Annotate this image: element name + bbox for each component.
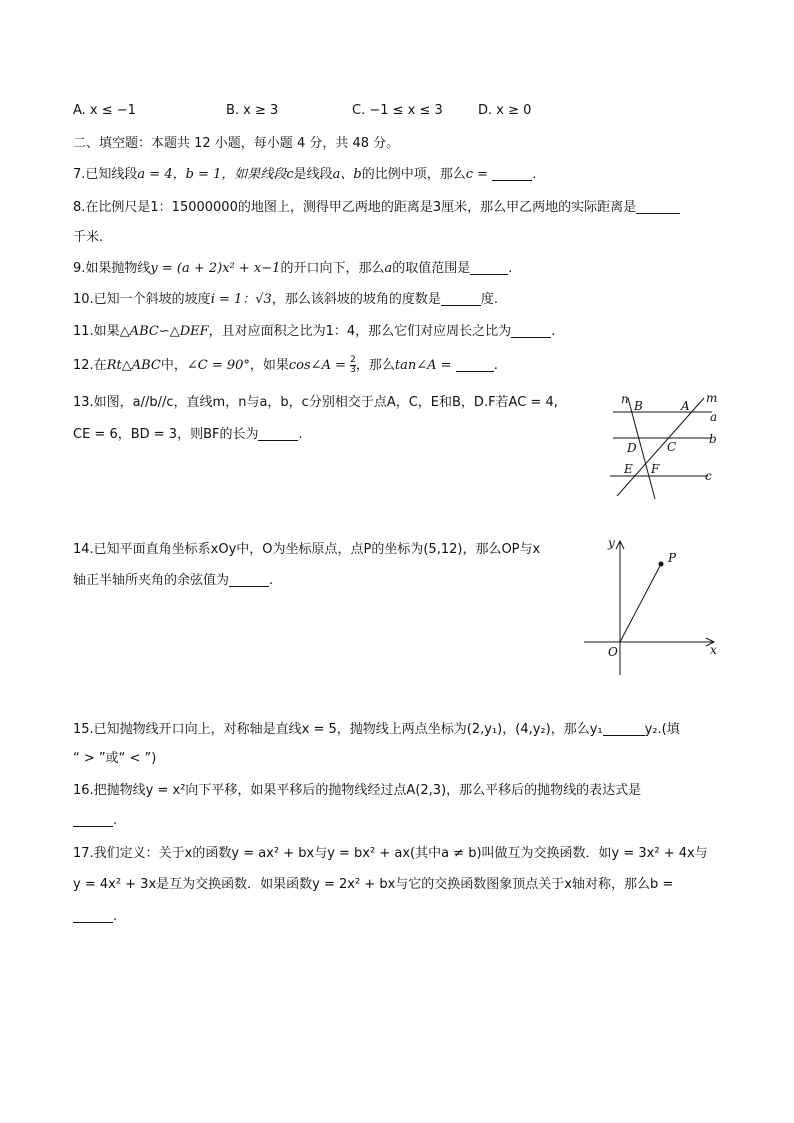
question-7 — [73, 166, 536, 184]
q17-end: . — [113, 909, 118, 924]
label-B: B — [634, 399, 643, 413]
label-n: n — [621, 392, 629, 406]
q7-mid2: c — [286, 167, 294, 182]
q13-line2: CE = 6，BD = 3，则BF的长为 — [73, 427, 259, 442]
question-12 — [73, 356, 498, 375]
q11-pre: 11.如果 — [73, 324, 120, 339]
q11-post: ，且对应面积之比为1：4，那么它们对应周长之比为 — [208, 324, 512, 339]
q11-expr: △ABC∽△DEF — [119, 324, 209, 339]
label-D: D — [627, 441, 637, 455]
q13-end: . — [298, 427, 303, 442]
question-15-line2: “ > ”或“ < ”) — [73, 751, 157, 766]
question-14-line1: 14.已知平面直角坐标系xOy中，O为坐标原点，点P的坐标为(5,12)，那么OP与x — [73, 542, 541, 557]
q15-line1-post: y₂.(填 — [644, 722, 680, 737]
q12-mid2: ，如果 — [249, 358, 289, 373]
q7-mid5: 的比例中项，那么 — [361, 167, 466, 182]
parallel-lines-figure — [600, 388, 730, 500]
question-17-line1: 17.我们定义：关于x的函数y = ax² + bx与y = bx² + ax(其中a ≠ b)叫做互为交换函数．如y = 3x² + 4x与 — [73, 846, 708, 861]
label-F: F — [651, 462, 660, 476]
q7-end: . — [532, 167, 537, 182]
q12-expr3: cos∠A = — [288, 358, 346, 373]
label-C: C — [667, 440, 677, 454]
label-a: a — [710, 410, 718, 424]
origin-label: O — [608, 645, 618, 659]
question-15-line1 — [73, 721, 680, 739]
option-d: D. x ≥ 0 — [478, 103, 532, 118]
answer-blank — [470, 260, 508, 275]
question-17-line2: y = 4x² + 3x是互为交换函数．如果函数y = 2x² + bx与它的交换函数图象顶点关于x轴对称，那么b = — [73, 877, 674, 892]
q9-pre: 9.如果抛物线 — [73, 261, 151, 276]
q11-end: . — [551, 324, 556, 339]
question-8-line2: 千米. — [73, 230, 104, 245]
answer-blank — [492, 166, 532, 181]
q12-pre: 12.在 — [73, 358, 107, 373]
point-p — [659, 562, 664, 567]
question-10 — [73, 291, 498, 309]
q16-end: . — [113, 813, 118, 828]
q10-post: ，那么该斜坡的坡角的度数是 — [271, 292, 441, 307]
answer-blank — [229, 572, 269, 587]
q7-mid6: c = — [465, 167, 489, 182]
option-b: B. x ≥ 3 — [226, 103, 279, 118]
label-b: b — [709, 432, 717, 446]
question-13-line1: 13.如图，a//b//c，直线m，n与a，b，c分别相交于点A，C，E和B，D.F若AC = 4, — [73, 395, 558, 410]
q9-expr: y = (a + 2)x² + x−1 — [150, 261, 281, 276]
label-E: E — [624, 462, 633, 476]
answer-blank — [258, 426, 298, 441]
question-9 — [73, 260, 512, 278]
coordinate-figure — [580, 533, 725, 678]
answer-blank — [441, 291, 481, 306]
q7-mid4: a、b — [332, 167, 362, 182]
question-16-line1: 16.把抛物线y = x²向下平移，如果平移后的抛物线经过点A(2,3)，那么平移后的抛物线的表达式是 — [73, 783, 642, 798]
q7-pre: 7.已知线段 — [73, 167, 138, 182]
q10-pre: 10.已知一个斜坡的坡度 — [73, 292, 211, 307]
answer-blank — [73, 908, 113, 923]
q7-mid3: 是线段 — [293, 167, 333, 182]
option-c: C. −1 ≤ x ≤ 3 — [352, 103, 443, 118]
question-13-line2 — [73, 426, 303, 444]
q12-expr2: ∠C = 90° — [186, 358, 250, 373]
q12-expr4: tan∠A = — [394, 358, 452, 373]
section-heading: 二、填空题：本题共 12 小题，每小题 4 分，共 48 分。 — [73, 136, 400, 151]
answer-blank — [511, 323, 551, 338]
q8-line1: 8.在比例尺是1：15000000的地图上，测得甲乙两地的距离是3厘米，那么甲乙两地的实际距离是 — [73, 200, 637, 215]
answer-blank — [73, 812, 113, 827]
point-p-label: P — [668, 551, 677, 565]
fraction-numerator: 2 — [350, 355, 356, 365]
q10-expr: i = 1：√3 — [210, 292, 272, 307]
question-8-line1 — [73, 199, 680, 217]
q14-line2: 轴正半轴所夹角的余弦值为 — [73, 573, 230, 588]
segment-op — [620, 564, 661, 642]
q9-var: a — [384, 261, 393, 276]
answer-blank — [456, 357, 494, 372]
y-axis-label: y — [608, 536, 615, 550]
label-A: A — [681, 399, 690, 413]
question-16-line2 — [73, 812, 117, 830]
fraction-denominator: 3 — [350, 365, 356, 375]
q12-mid3: ，那么 — [355, 358, 395, 373]
x-axis-label: x — [710, 643, 717, 657]
q12-mid1: 中， — [160, 358, 187, 373]
q15-line1-pre: 15.已知抛物线开口向上，对称轴是直线x = 5，抛物线上两点坐标为(2,y₁)，(4,y₂)，那么y₁ — [73, 722, 603, 737]
q12-expr1: Rt△ABC — [106, 358, 161, 373]
question-11 — [73, 323, 555, 341]
q9-mid: 的开口向下，那么 — [280, 261, 385, 276]
q12-end: . — [493, 358, 498, 373]
q7-mid1: a = 4，b = 1，如果线段 — [137, 167, 287, 182]
question-17-line3 — [73, 908, 117, 926]
q9-post: 的取值范围是 — [392, 261, 471, 276]
answer-blank — [603, 721, 645, 736]
answer-blank — [636, 199, 680, 214]
option-a: A. x ≤ −1 — [73, 103, 136, 118]
label-m: m — [706, 391, 718, 405]
q14-end: . — [269, 573, 274, 588]
label-c: c — [705, 469, 712, 483]
question-14-line2 — [73, 572, 273, 590]
q10-end: 度. — [480, 292, 498, 307]
q9-end: . — [508, 261, 513, 276]
